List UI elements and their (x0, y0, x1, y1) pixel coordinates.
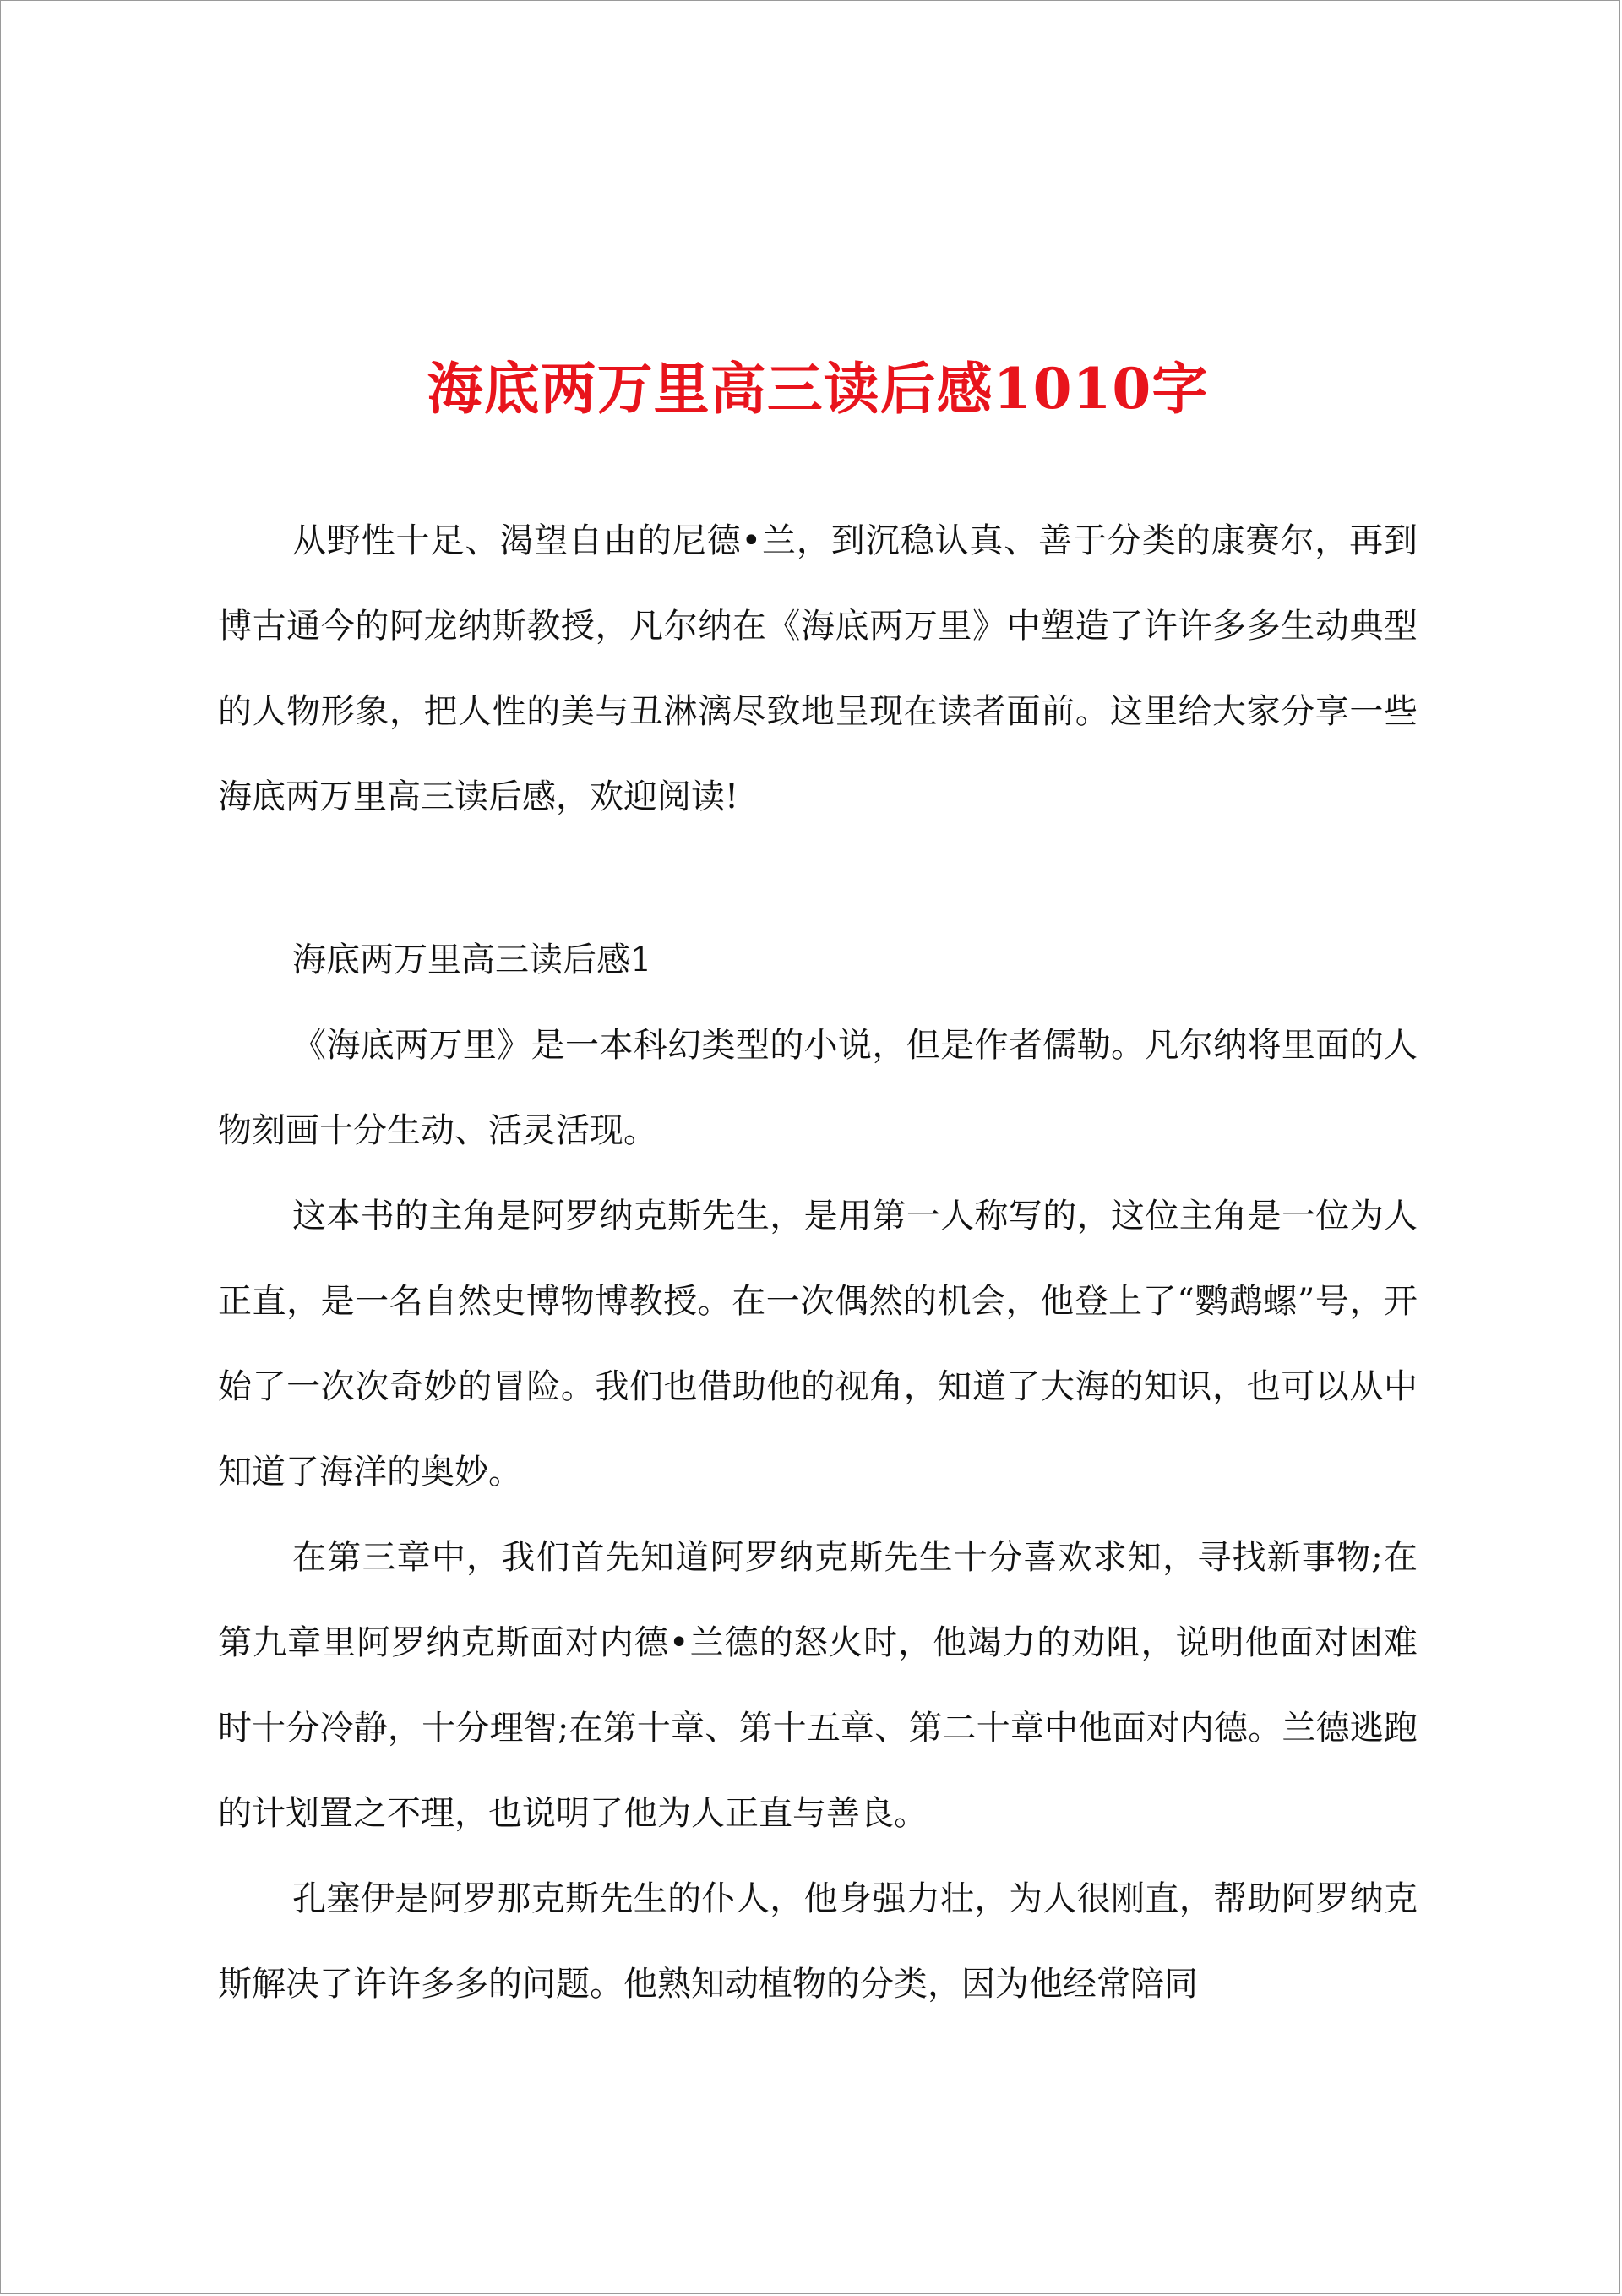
body-paragraph-3: 在第三章中，我们首先知道阿罗纳克斯先生十分喜欢求知，寻找新事物;在第九章里阿罗纳克斯面对内德•兰德的怒火时，他竭力的劝阻，说明他面对困难时十分冷静，十分理智;在第十章、第十五章、第二十章中他面对内德。兰德逃跑的计划置之不理，也说明了他为人正直与善良。 (218, 1538, 1418, 1833)
document-title: 海底两万里高三读后感1010字 (427, 356, 1209, 422)
body-paragraph-2: 这本书的主角是阿罗纳克斯先生，是用第一人称写的，这位主角是一位为人正直，是一名自然史博物博教授。在一次偶然的机会，他登上了“鹦鹉螺”号，开始了一次次奇妙的冒险。我们也借助他的视角，知道了大海的知识，也可以从中知道了海洋的奥妙。 (218, 1197, 1418, 1492)
body-paragraph-4: 孔塞伊是阿罗那克斯先生的仆人，他身强力壮，为人很刚直，帮助阿罗纳克斯解决了许许多多的问题。他熟知动植物的分类，因为他经常陪同 (218, 1879, 1418, 2004)
document-body (218, 338, 1418, 2027)
section-heading: 海底两万里高三读后感1 (292, 941, 652, 979)
intro-paragraph: 从野性十足、渴望自由的尼德•兰，到沉稳认真、善于分类的康赛尔，再到博古通今的阿龙纳斯教授，凡尔纳在《海底两万里》中塑造了许许多多生动典型的人物形象，把人性的美与丑淋漓尽致地呈现在读者面前。这里给大家分享一些海底两万里高三读后感，欢迎阅读! (218, 521, 1418, 816)
body-paragraph-1: 《海底两万里》是一本科幻类型的小说，但是作者儒勒。凡尔纳将里面的人物刻画十分生动、活灵活现。 (218, 1026, 1418, 1150)
